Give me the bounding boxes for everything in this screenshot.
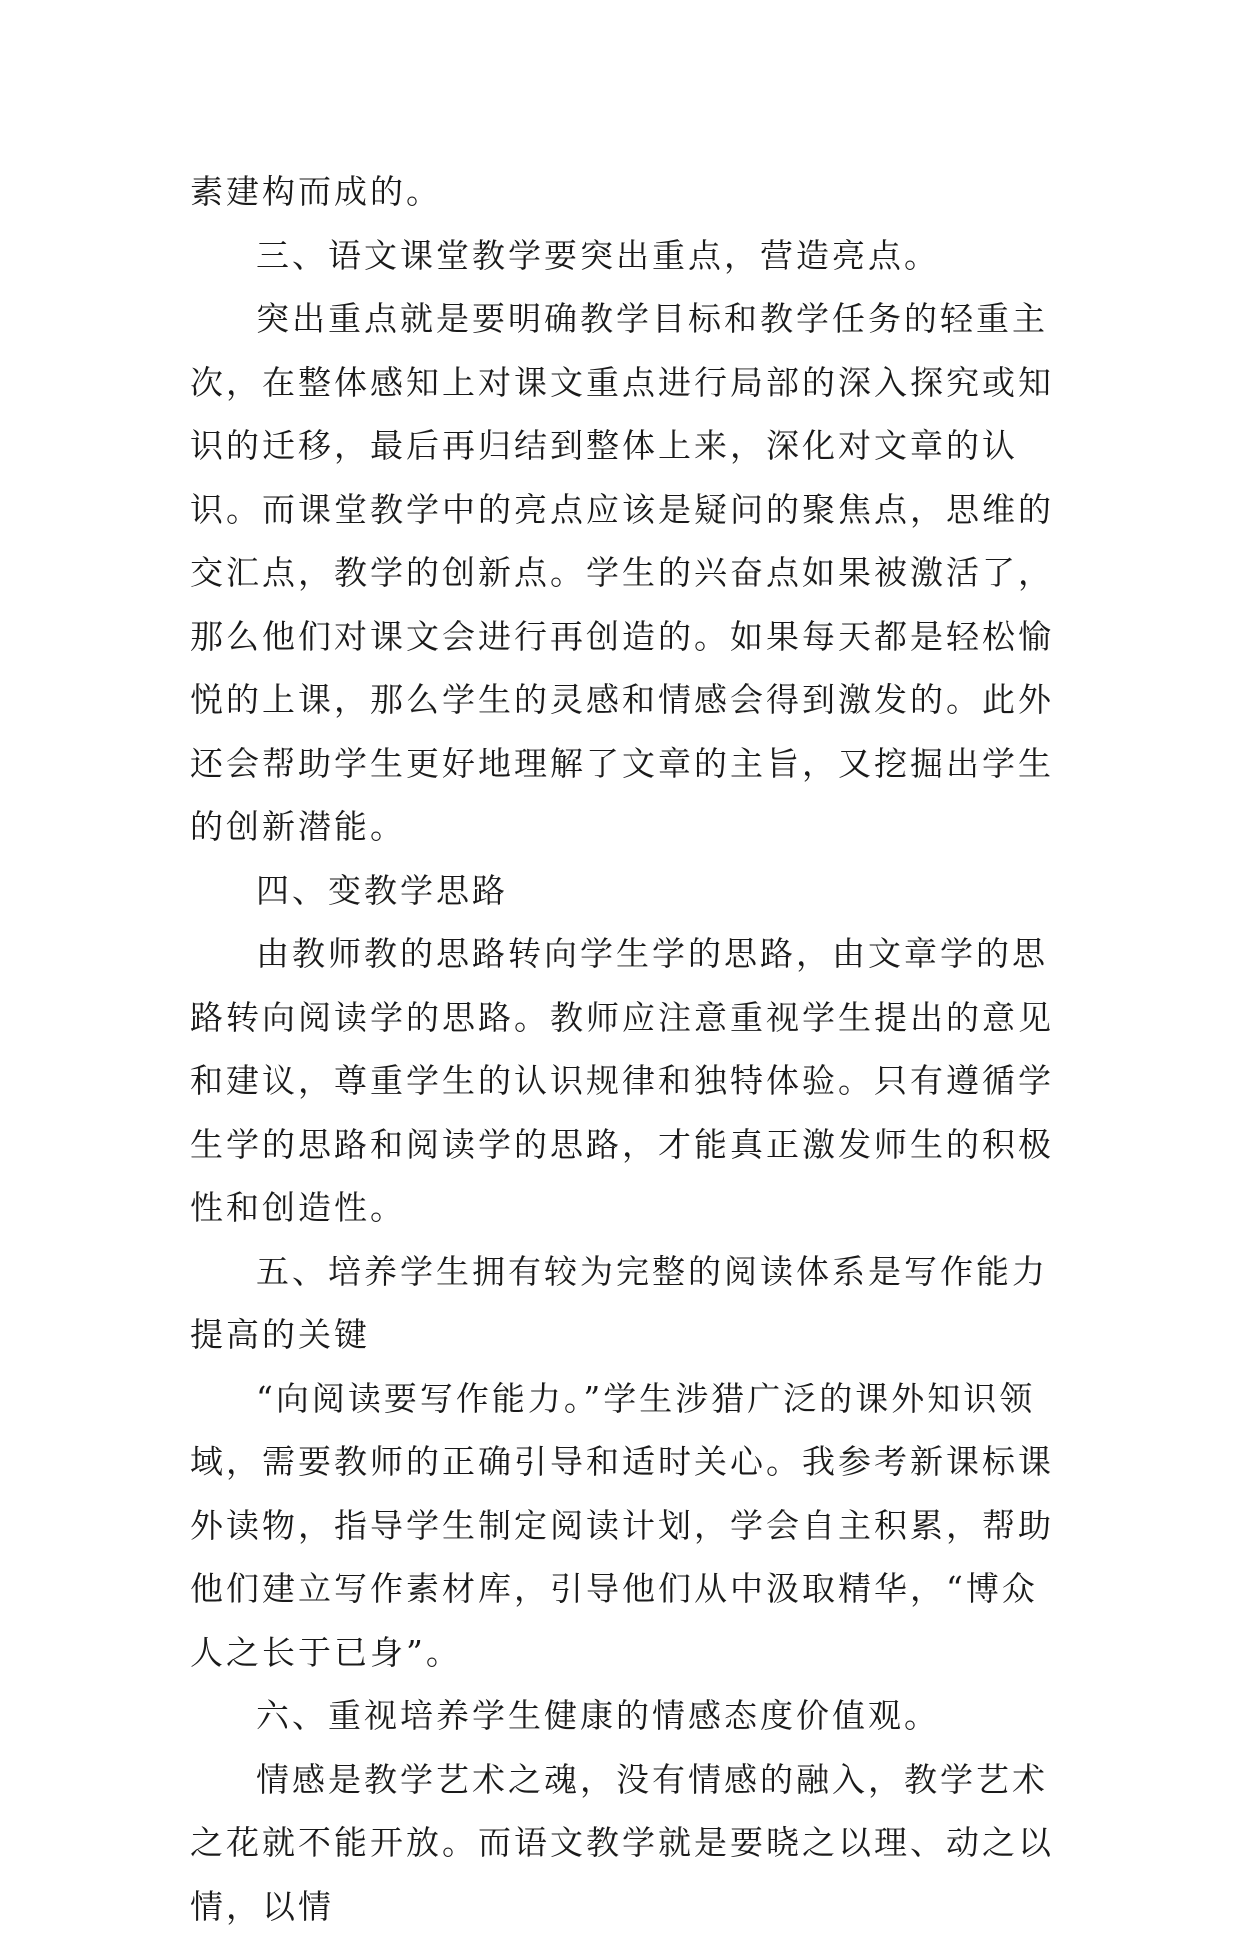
- document-body: [190, 160, 1060, 1938]
- section-heading-3: 三、语文课堂教学要突出重点，营造亮点。: [190, 224, 1060, 288]
- paragraph-teaching-approach: 由教师教的思路转向学生学的思路，由文章学的思路转向阅读学的思路。教师应注意重视学生提出的意见和建议，尊重学生的认识规律和独特体验。只有遵循学生学的思路和阅读学的思路，才能真正激发师生的积极性和创造性。: [190, 922, 1060, 1240]
- paragraph-emotion: 情感是教学艺术之魂，没有情感的融入，教学艺术之花就不能开放。而语文教学就是要晓之以理、动之以情，以情: [190, 1748, 1060, 1938]
- paragraph-highlight-focus: 突出重点就是要明确教学目标和教学任务的轻重主次，在整体感知上对课文重点进行局部的深入探究或知识的迁移，最后再归结到整体上来，深化对文章的认识。而课堂教学中的亮点应该是疑问的聚焦点，思维的交汇点，教学的创新点。学生的兴奋点如果被激活了，那么他们对课文会进行再创造的。如果每天都是轻松愉悦的上课，那么学生的灵感和情感会得到激发的。此外还会帮助学生更好地理解了文章的主旨，又挖掘出学生的创新潜能。: [190, 287, 1060, 859]
- section-heading-6: 六、重视培养学生健康的情感态度价值观。: [190, 1684, 1060, 1748]
- paragraph-reading-system: “向阅读要写作能力。”学生涉猎广泛的课外知识领域，需要教师的正确引导和适时关心。我参考新课标课外读物，指导学生制定阅读计划，学会自主积累，帮助他们建立写作素材库，引导他们从中汲取精华，“博众人之长于已身”。: [190, 1367, 1060, 1685]
- section-heading-4: 四、变教学思路: [190, 859, 1060, 923]
- section-heading-5: 五、培养学生拥有较为完整的阅读体系是写作能力提高的关键: [190, 1240, 1060, 1367]
- paragraph-continuation: 素建构而成的。: [190, 160, 1060, 224]
